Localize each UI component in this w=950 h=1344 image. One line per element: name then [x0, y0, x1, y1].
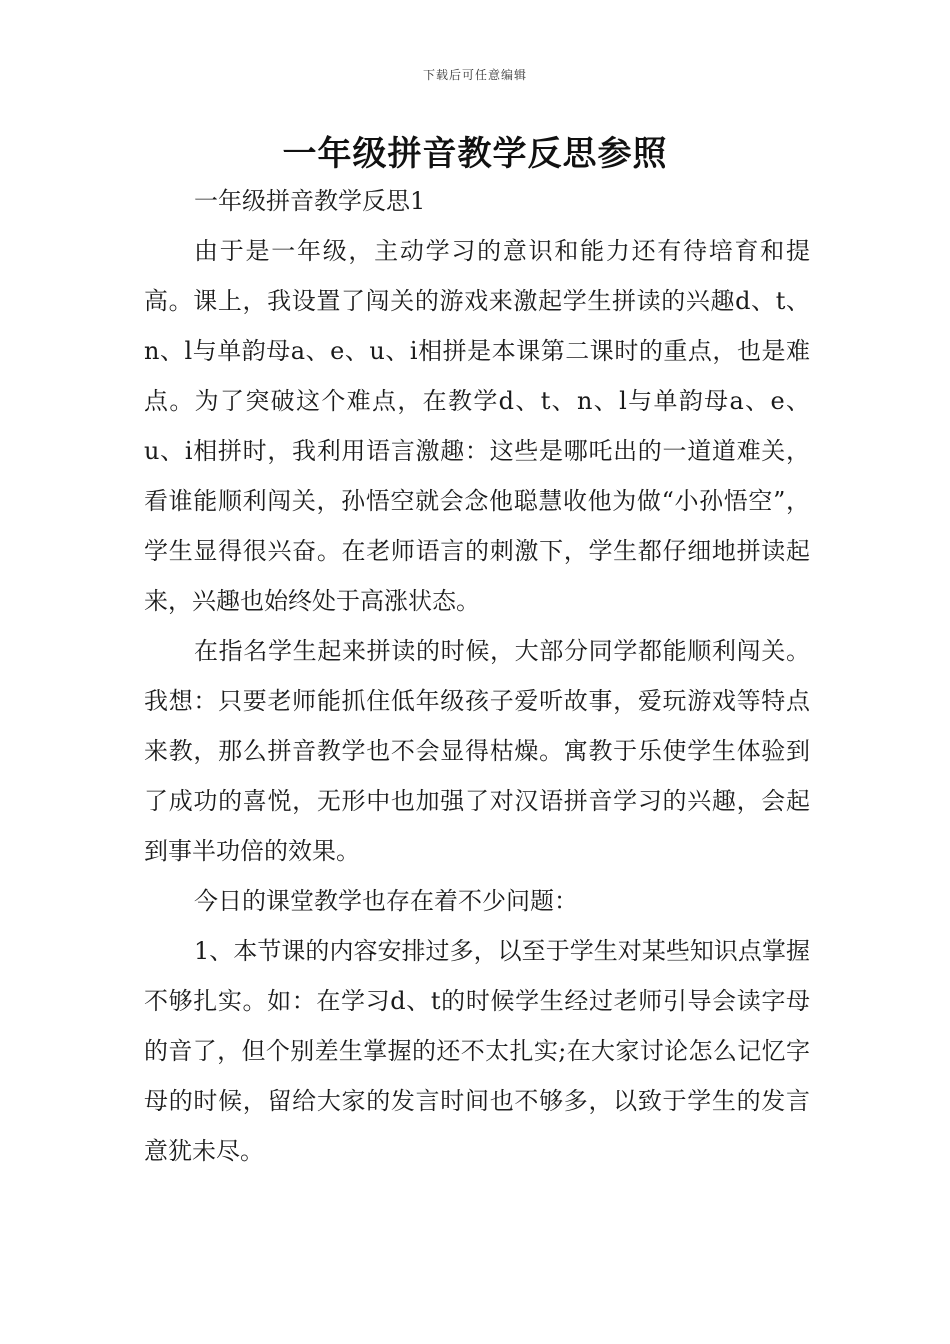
document-body	[144, 176, 810, 1176]
paragraph-3: 今日的课堂教学也存在着不少问题：	[194, 887, 578, 915]
header-note: 下载后可任意编辑	[422, 68, 527, 82]
paragraph-4: 1、本节课的内容安排过多，以至于学生对某些知识点掌握不够扎实。如：在学习d、t的时候学生经过老师引导会读字母的音了，但个别差生掌握的还不太扎实;在大家讨论怎么记忆字母的时候，留给大家的发言时间也不够多，以致于学生的发言意犹未尽。	[144, 937, 810, 1165]
document-title: 一年级拼音教学反思参照	[282, 134, 668, 174]
section-subtitle: 一年级拼音教学反思1	[194, 187, 426, 215]
paragraph-1: 由于是一年级，主动学习的意识和能力还有待培育和提高。课上，我设置了闯关的游戏来激起学生拼读的兴趣d、t、n、l与单韵母a、e、u、i相拼是本课第二课时的重点，也是难点。为了突破这个难点，在教学d、t、n、l与单韵母a、e、u、i相拼时，我利用语言激趣：这些是哪吒出的一道道难关，看谁能顺利闯关，孙悟空就会念他聪慧收他为做“小孙悟空”，学生显得很兴奋。在老师语言的刺激下，学生都仔细地拼读起来，兴趣也始终处于高涨状态。	[144, 237, 810, 615]
paragraph-2: 在指名学生起来拼读的时候，大部分同学都能顺利闯关。我想：只要老师能抓住低年级孩子爱听故事，爱玩游戏等特点来教，那么拼音教学也不会显得枯燥。寓教于乐使学生体验到了成功的喜悦，无形中也加强了对汉语拼音学习的兴趣，会起到事半功倍的效果。	[144, 637, 810, 865]
